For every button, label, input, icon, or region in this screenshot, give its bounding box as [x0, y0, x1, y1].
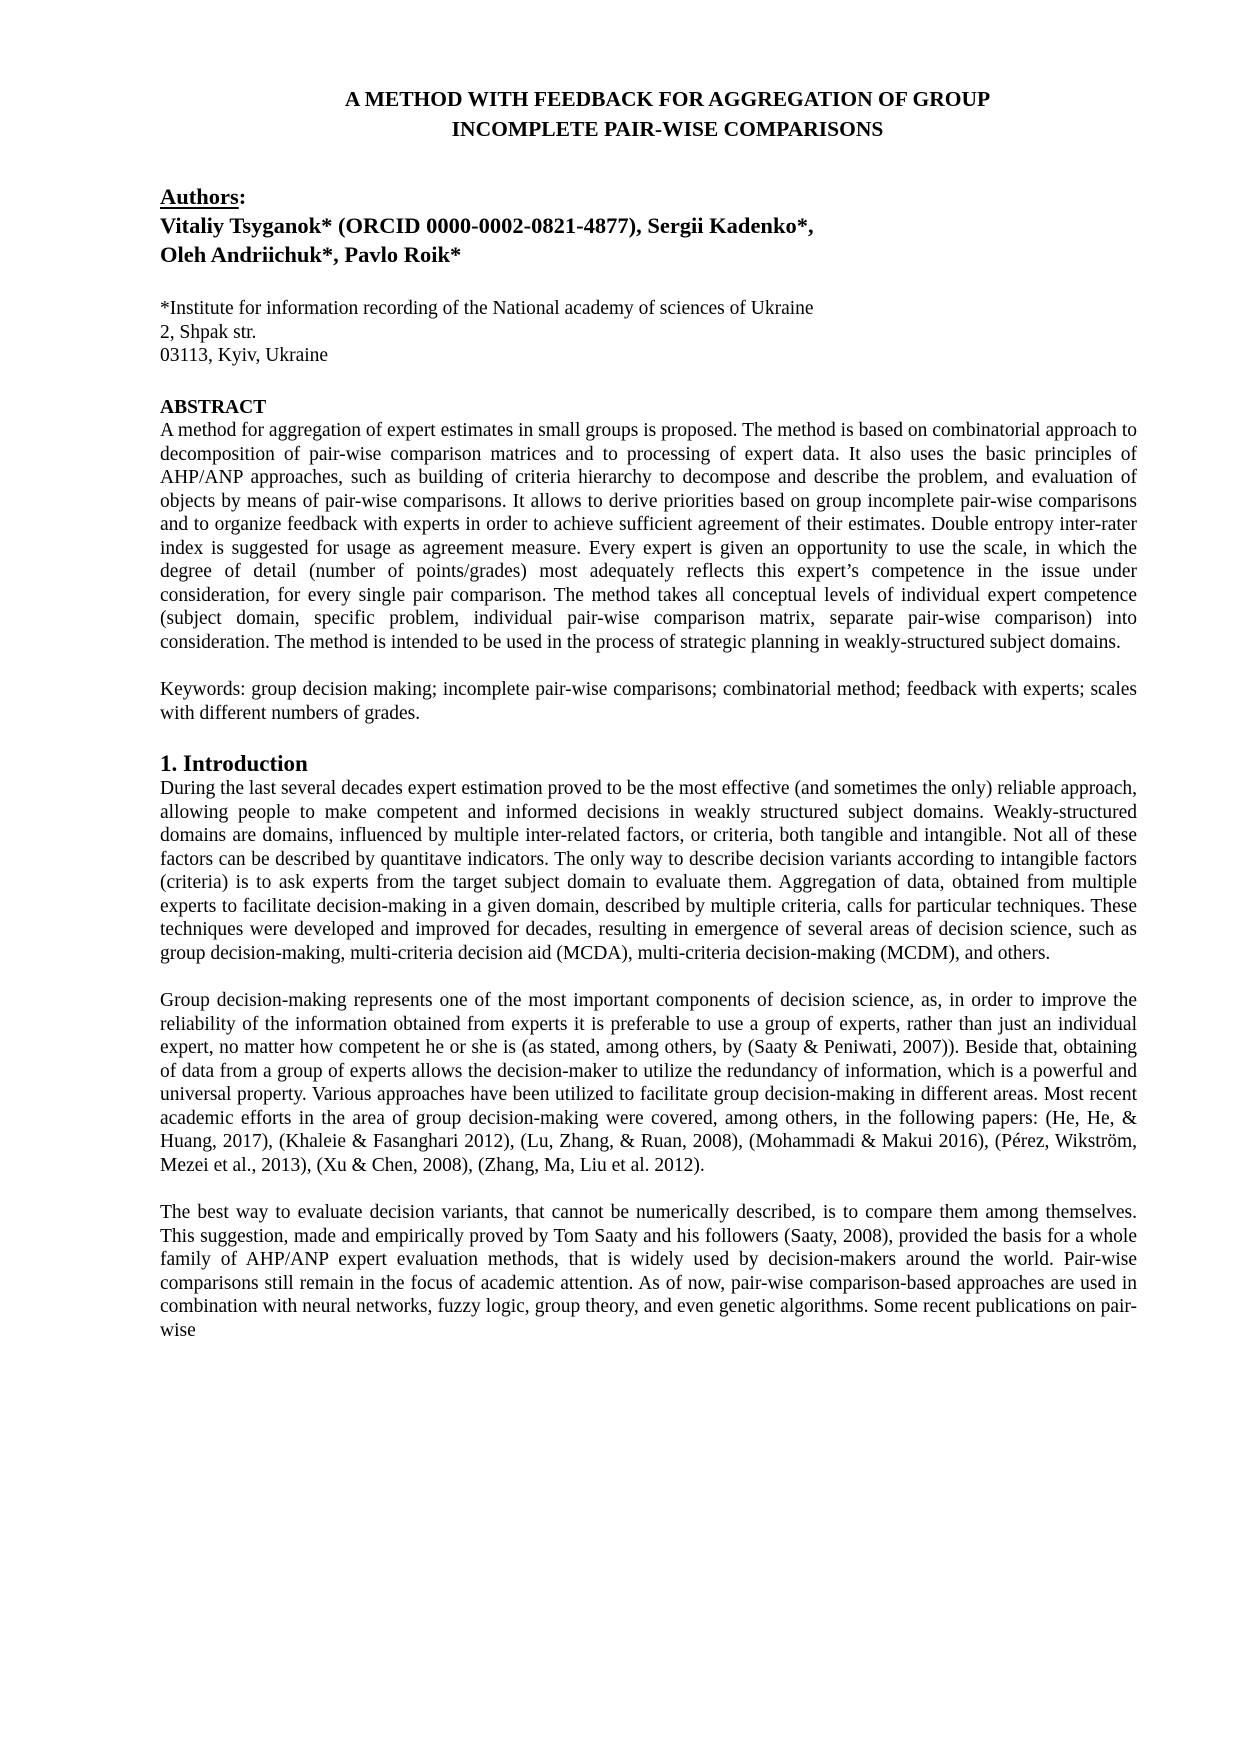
title-line-2: INCOMPLETE PAIR-WISE COMPARISONS: [451, 117, 884, 141]
authors-block: [160, 182, 1137, 269]
authors-line-1: Vitaliy Tsyganok* (ORCID 0000-0002-0821-4877), Sergii Kadenko*,: [160, 213, 814, 238]
authors-line-2: Oleh Andriichuk*, Pavlo Roik*: [160, 242, 462, 267]
affiliation-street: 2, Shpak str.: [160, 321, 257, 343]
abstract-text: A method for aggregation of expert estimates in small groups is proposed. The method is based on combinatorial approach to decomposition of pair-wise comparison matrices and to processing of expert data. It also uses the basic principles of AHP/ANP approaches, such as building of criteria hierarchy to decompose and describe the problem, and evaluation of objects by means of pair-wise comparisons. It allows to derive priorities based on group incomplete pair-wise comparisons and to organize feedback with experts in order to achieve sufficient agreement of their estimates. Double entropy inter-rater index is suggested for usage as agreement measure. Every expert is given an opportunity to use the scale, in which the degree of detail (number of points/grades) most adequately reflects this expert’s competence in the issue under consideration, for every single pair comparison. The method takes all conceptual levels of individual expert competence (subject domain, specific problem, individual pair-wise comparison matrix, separate pair-wise comparison) into consideration. The method is intended to be used in the process of strategic planning in weakly-structured subject domains.: [160, 420, 1137, 653]
authors-label-colon: :: [238, 184, 247, 209]
spacer: [160, 1177, 1137, 1201]
title-line-1: A METHOD WITH FEEDBACK FOR AGGREGATION OF GROUP: [344, 87, 991, 111]
authors-label-text: Authors: [160, 184, 239, 209]
intro-paragraph-3: The best way to evaluate decision variants, that cannot be numerically described, is to compare them among themselves. This suggestion, made and empirically proved by Tom Saaty and his followers (Saaty, 2008), provided the basis for a whole family of AHP/ANP expert evaluation methods, that is widely used by decision-makers around the world. Pair-wise comparisons still remain in the focus of academic attention. As of now, pair-wise comparison-based approaches are used in combination with neural networks, fuzzy logic, group theory, and even genetic algorithms. Some recent publications on pair-wise: [160, 1202, 1137, 1341]
affiliation: [160, 297, 1137, 368]
keywords: Keywords: group decision making; incomplete pair-wise comparisons; combinatorial method; feedback with experts; scales with different numbers of grades.: [160, 679, 1137, 724]
intro-paragraph-1: During the last several decades expert estimation proved to be the most effective (and sometimes the only) reliable approach, allowing people to make competent and informed decisions in weakly structured subject domains. Weakly-structured domains are domains, influenced by multiple inter-related factors, or criteria, both tangible and intangible. Not all of these factors can be described by quantitave indicators. The only way to describe decision variants according to intangible factors (criteria) is to ask experts from the target subject domain to evaluate them. Aggregation of data, obtained from multiple experts to facilitate decision-making in a given domain, described by multiple criteria, calls for particular techniques. These techniques were developed and improved for decades, resulting in emergence of several areas of decision science, such as group decision-making, multi-criteria decision aid (MCDA), multi-criteria decision-making (MCDM), and others.: [160, 778, 1137, 964]
authors-label: [160, 182, 1137, 211]
spacer: [160, 654, 1137, 678]
affiliation-institute: *Institute for information recording of the National academy of sciences of Ukraine: [160, 298, 814, 319]
intro-paragraph-2: Group decision-making represents one of the most important components of decision science, as, in order to improve the reliability of the information obtained from experts it is preferable to use a group of experts, rather than just an individual expert, no matter how competent he or she is (as stated, among others, by (Saaty & Peniwati, 2007)). Beside that, obtaining of data from a group of experts allows the decision-maker to utilize the redundancy of information, which is a powerful and universal property. Various approaches have been utilized to facilitate group decision-making in different areas. Most recent academic efforts in the area of group decision-making were covered, among others, in the following papers: (He, He, & Huang, 2017), (Khaleie & Fasanghari 2012), (Lu, Zhang, & Ruan, 2008), (Mohammadi & Makui 2016), (Pérez, Wikström, Mezei et al., 2013), (Xu & Chen, 2008), (Zhang, Ma, Liu et al. 2012).: [160, 990, 1137, 1176]
section-heading-introduction: 1. Introduction: [160, 751, 308, 776]
abstract-heading: ABSTRACT: [160, 396, 267, 418]
affiliation-city: 03113, Kyiv, Ukraine: [160, 345, 329, 366]
spacer: [160, 965, 1137, 989]
paper-page: [160, 84, 1137, 1342]
paper-title: [160, 84, 1137, 144]
